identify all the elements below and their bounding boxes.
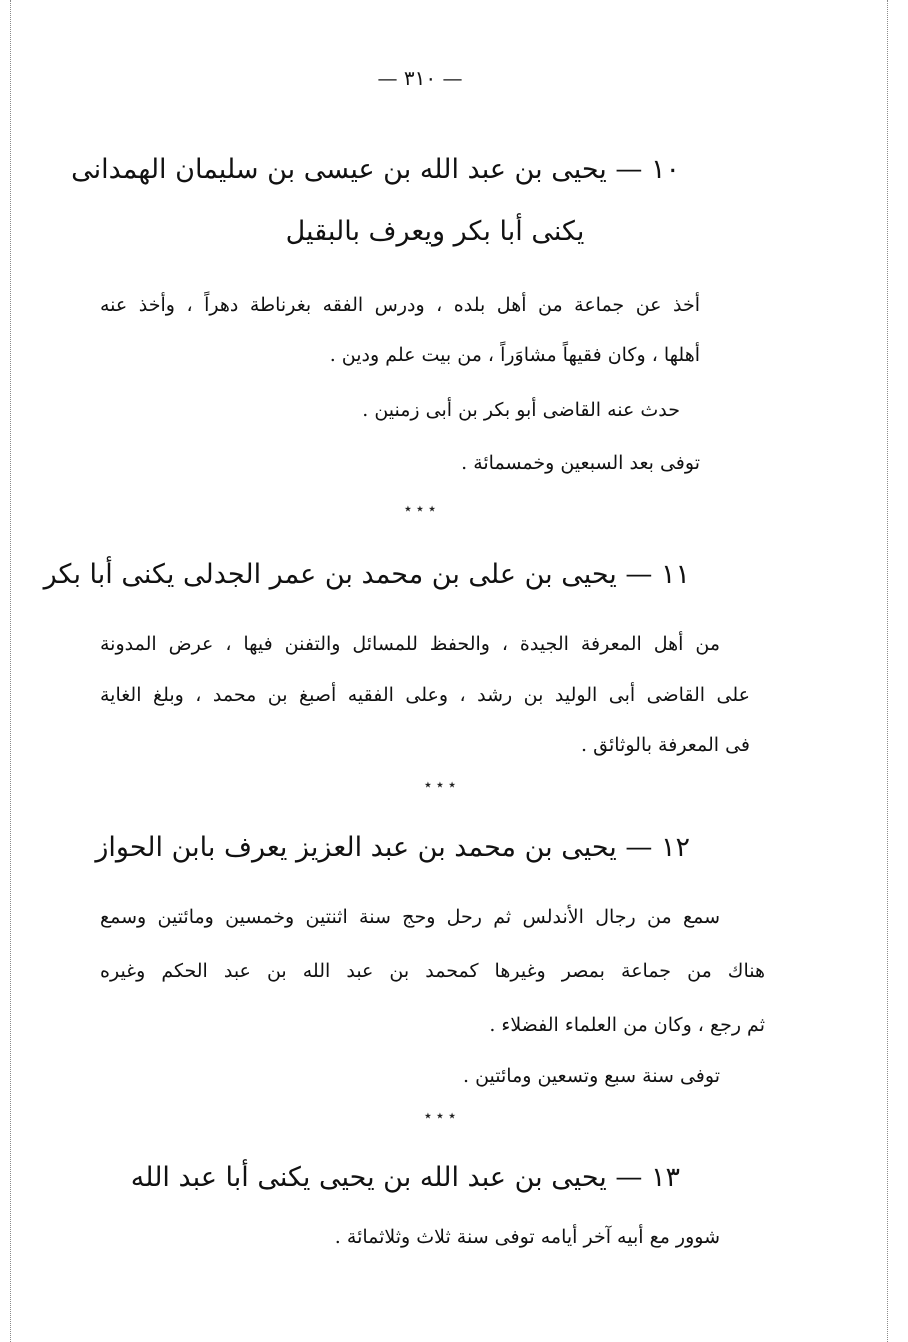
entry-10-line-1: أخذ عن جماعة من أهل بلده ، ودرس الفقه بغرناطة دهراً ، وأخذ عنه (100, 294, 700, 316)
entry-10-line-2: أهلها ، وكان فقيهاً مشاوَراً ، من بيت علم ودين . (329, 344, 700, 366)
entry-11-line-2: على القاضى أبى الوليد بن رشد ، وعلى الفقيه أصبغ بن محمد ، وبلغ الغاية (100, 684, 750, 706)
entry-10-title: ١٠ — يحيى بن عبد الله بن عيسى بن سليمان الهمدانى (71, 154, 680, 185)
entry-12-line-1: سمع من رجال الأندلس ثم رحل وحج سنة اثنتين وخمسين ومائتين وسمع (100, 906, 720, 928)
entry-12-title: ١٢ — يحيى بن محمد بن عبد العزيز يعرف بابن الحواز (95, 832, 690, 863)
entry-11-line-1: من أهل المعرفة الجيدة ، والحفظ للمسائل والتفنن فيها ، عرض المدونة (100, 633, 720, 655)
entry-13-line-1: شوور مع أبيه آخر أيامه توفى سنة ثلاث وثلاثمائة . (334, 1226, 720, 1248)
section-divider: ٭ ٭ ٭ (404, 501, 436, 517)
entry-12-line-2: هناك من جماعة بمصر وغيرها كمحمد بن عبد الله بن عبد الحكم وغيره (100, 960, 765, 982)
entry-12-line-3: ثم رجع ، وكان من العلماء الفضلاء . (489, 1014, 765, 1036)
section-divider: ٭ ٭ ٭ (424, 777, 456, 793)
entry-10-subtitle: يكنى أبا بكر ويعرف بالبقيل (285, 216, 585, 247)
scan-edge-left (10, 0, 11, 1342)
scan-edge-right (887, 0, 888, 1342)
entry-10-line-4: توفى بعد السبعين وخمسمائة . (461, 452, 700, 474)
entry-12-line-4: توفى سنة سبع وتسعين ومائتين . (462, 1065, 720, 1087)
entry-10-line-3: حدث عنه القاضى أبو بكر بن أبى زمنين . (362, 399, 680, 421)
entry-11-title: ١١ — يحيى بن على بن محمد بن عمر الجدلى يكنى أبا بكر (43, 559, 690, 590)
page-number: — ٣١٠ — (377, 66, 463, 90)
entry-11-line-3: فى المعرفة بالوثائق . (581, 734, 750, 756)
section-divider: ٭ ٭ ٭ (424, 1108, 456, 1124)
entry-13-title: ١٣ — يحيى بن عبد الله بن يحيى يكنى أبا عبد الله (130, 1162, 680, 1193)
